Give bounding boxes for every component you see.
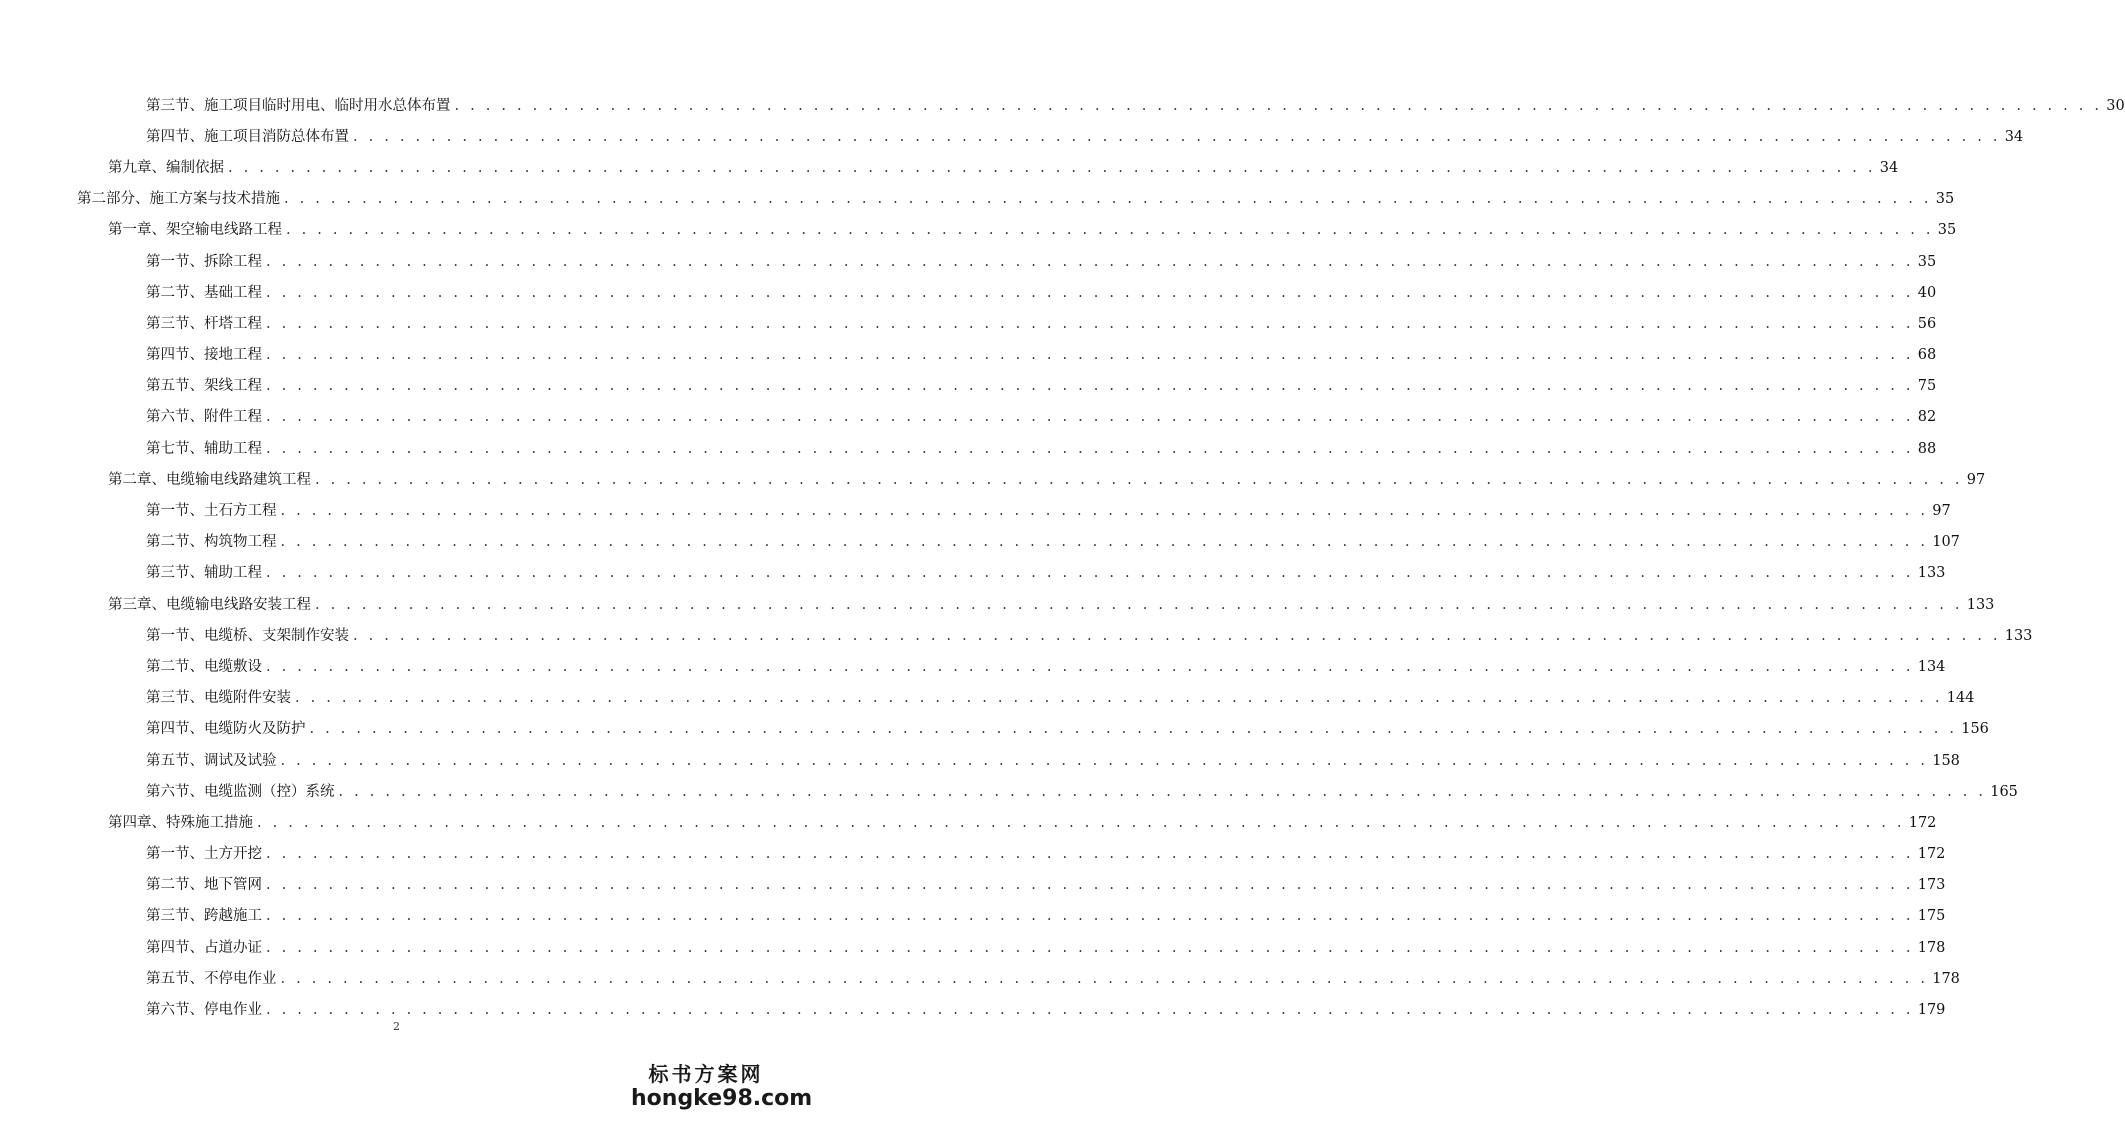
toc-entry-title: 第三节、杆塔工程 <box>146 315 262 332</box>
toc-dot-leader <box>353 627 2001 645</box>
toc-entry-page: 178 <box>1932 970 1960 987</box>
toc-entry-section[interactable] <box>0 433 1937 464</box>
toc-entry-title: 第三节、电缆附件安装 <box>146 690 291 707</box>
toc-entry-section[interactable] <box>0 308 1937 339</box>
toc-entry-title: 第三节、施工项目临时用电、临时用水总体布置 <box>146 97 451 114</box>
toc-entry-chapter[interactable] <box>0 215 1957 246</box>
toc-entry-title: 第六节、附件工程 <box>146 409 262 426</box>
toc-entry-section[interactable] <box>0 776 2018 807</box>
toc-entry-page: 178 <box>1917 939 1946 956</box>
toc-entry-section[interactable] <box>0 714 1989 745</box>
toc-dot-leader <box>257 814 1905 832</box>
page-number: 2 <box>393 1020 400 1033</box>
toc-entry-page: 97 <box>1932 503 1951 520</box>
toc-entry-section[interactable] <box>0 340 1937 371</box>
toc-entry-title: 第二章、电缆输电线路建筑工程 <box>108 471 311 488</box>
toc-dot-leader <box>266 564 1914 582</box>
toc-dot-leader <box>295 689 1943 707</box>
toc-dot-leader <box>315 596 1963 614</box>
toc-entry-title: 第四节、电缆防火及防护 <box>146 721 306 738</box>
watermark-logo <box>631 1062 813 1112</box>
toc-entry-page: 133 <box>2004 627 2033 644</box>
toc-entry-title: 第一节、拆除工程 <box>146 253 262 270</box>
toc-entry-page: 179 <box>1917 1002 1946 1019</box>
toc-dot-leader <box>266 284 1914 302</box>
toc-entry-section[interactable] <box>0 870 1946 901</box>
toc-entry-page: 172 <box>1908 814 1937 831</box>
toc-entry-title: 第二节、构筑物工程 <box>146 534 277 551</box>
toc-entry-title: 第二节、基础工程 <box>146 284 262 301</box>
toc-entry-title: 第五节、不停电作业 <box>146 970 277 987</box>
toc-dot-leader <box>266 315 1914 333</box>
toc-entry-title: 第五节、调试及试验 <box>146 752 277 769</box>
toc-entry-page: 34 <box>1879 159 1899 176</box>
toc-entry-page: 75 <box>1917 378 1937 395</box>
toc-entry-title: 第三章、电缆输电线路安装工程 <box>108 596 311 613</box>
toc-entry-page: 175 <box>1917 908 1946 925</box>
toc-entry-section[interactable] <box>0 839 1946 870</box>
toc-entry-page: 133 <box>1966 596 1995 613</box>
toc-entry-page: 68 <box>1917 347 1937 364</box>
toc-dot-leader <box>266 876 1914 894</box>
toc-entry-page: 82 <box>1917 409 1937 426</box>
toc-entry-page: 35 <box>1937 222 1957 239</box>
toc-entry-section[interactable] <box>0 651 1946 682</box>
toc-dot-leader <box>281 502 1929 520</box>
toc-dot-leader <box>281 533 1929 551</box>
toc-entry-section[interactable] <box>0 745 1960 776</box>
toc-entry-chapter[interactable] <box>0 807 1937 838</box>
toc-dot-leader <box>266 440 1914 458</box>
toc-entry-section[interactable] <box>0 683 1975 714</box>
toc-dot-leader <box>284 190 1932 208</box>
toc-entry-title: 第三节、辅助工程 <box>146 565 262 582</box>
toc-entry-page: 165 <box>1990 783 2018 800</box>
toc-entry-section[interactable] <box>0 402 1937 433</box>
toc-entry-section[interactable] <box>0 527 1960 558</box>
toc-dot-leader <box>266 845 1914 863</box>
toc-entry-title: 第四节、占道办证 <box>146 939 262 956</box>
toc-dot-leader <box>266 658 1914 676</box>
toc-dot-leader <box>281 970 1929 988</box>
toc-entry-title: 第二节、电缆敷设 <box>146 658 262 675</box>
table-of-contents <box>0 90 2125 1026</box>
toc-dot-leader <box>266 408 1914 426</box>
toc-dot-leader <box>266 1001 1914 1019</box>
toc-dot-leader <box>266 939 1914 957</box>
toc-entry-page: 134 <box>1917 658 1946 675</box>
toc-entry-title: 第一节、土方开挖 <box>146 846 262 863</box>
watermark-url: hongke98.com <box>631 1086 813 1111</box>
toc-entry-page: 35 <box>1935 191 1955 208</box>
toc-entry-title: 第一章、架空输电线路工程 <box>108 222 282 239</box>
toc-entry-title: 第六节、停电作业 <box>146 1002 262 1019</box>
toc-entry-page: 107 <box>1932 534 1960 551</box>
toc-entry-page: 97 <box>1966 471 1986 488</box>
toc-dot-leader <box>228 159 1876 177</box>
toc-entry-page: 172 <box>1917 846 1946 863</box>
toc-entry-chapter[interactable] <box>0 152 1899 183</box>
toc-entry-title: 第五节、架线工程 <box>146 378 262 395</box>
toc-dot-leader <box>266 346 1914 364</box>
toc-dot-leader <box>310 720 1958 738</box>
watermark-brand: 标书方案网 <box>648 1062 764 1086</box>
toc-entry-page: 133 <box>1917 565 1946 582</box>
toc-entry-title: 第六节、电缆监测（控）系统 <box>146 783 335 800</box>
toc-entry-page: 40 <box>1917 284 1937 301</box>
toc-dot-leader <box>266 377 1914 395</box>
toc-entry-section[interactable] <box>0 901 1946 932</box>
toc-entry-section[interactable] <box>0 121 2024 152</box>
toc-entry-section[interactable] <box>0 495 1951 526</box>
toc-entry-title: 第四节、接地工程 <box>146 347 262 364</box>
toc-entry-title: 第九章、编制依据 <box>108 159 224 176</box>
toc-entry-section[interactable] <box>0 932 1946 963</box>
toc-dot-leader <box>455 97 2103 115</box>
toc-entry-section[interactable] <box>0 371 1937 402</box>
toc-entry-section[interactable] <box>0 963 1960 994</box>
toc-entry-page: 173 <box>1917 877 1946 894</box>
toc-dot-leader <box>266 907 1914 925</box>
toc-entry-page: 30 <box>2106 97 2125 114</box>
toc-entry-chapter[interactable] <box>0 464 1986 495</box>
toc-entry-page: 158 <box>1932 752 1960 769</box>
toc-dot-leader <box>315 471 1963 489</box>
toc-entry-title: 第七节、辅助工程 <box>146 440 262 457</box>
toc-dot-leader <box>353 128 2001 146</box>
toc-dot-leader <box>266 253 1914 271</box>
toc-entry-section[interactable] <box>0 90 2125 121</box>
toc-entry-section[interactable] <box>0 558 1946 589</box>
toc-entry-page: 56 <box>1917 315 1937 332</box>
toc-dot-leader <box>286 221 1934 239</box>
toc-entry-section[interactable] <box>0 620 2033 651</box>
toc-entry-part[interactable] <box>0 184 1955 215</box>
toc-entry-title: 第四章、特殊施工措施 <box>108 814 253 831</box>
toc-entry-page: 156 <box>1961 721 1989 738</box>
toc-dot-leader <box>281 752 1929 770</box>
toc-entry-title: 第一节、土石方工程 <box>146 503 277 520</box>
toc-entry-page: 88 <box>1917 440 1937 457</box>
toc-entry-chapter[interactable] <box>0 589 1995 620</box>
toc-entry-title: 第三节、跨越施工 <box>146 908 262 925</box>
toc-entry-page: 35 <box>1917 253 1937 270</box>
toc-entry-title: 第二部分、施工方案与技术措施 <box>77 191 280 208</box>
toc-entry-title: 第四节、施工项目消防总体布置 <box>146 128 349 145</box>
toc-entry-title: 第二节、地下管网 <box>146 877 262 894</box>
toc-entry-title: 第一节、电缆桥、支架制作安装 <box>146 627 349 644</box>
toc-entry-page: 144 <box>1946 690 1975 707</box>
toc-dot-leader <box>339 783 1987 801</box>
toc-entry-section[interactable] <box>0 277 1937 308</box>
toc-entry-page: 34 <box>2004 128 2024 145</box>
toc-entry-section[interactable] <box>0 246 1937 277</box>
